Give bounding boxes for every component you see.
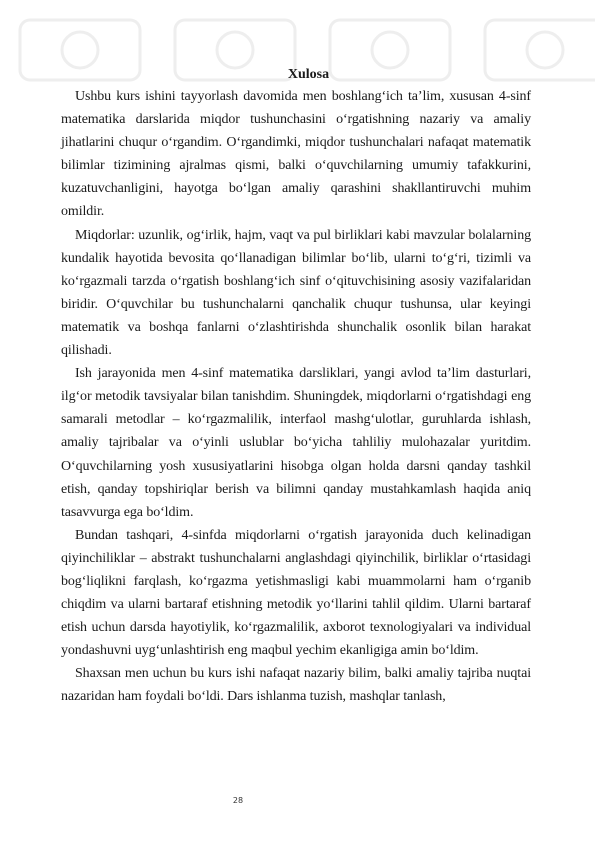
document-title: Xulosa	[287, 67, 330, 82]
paragraph-5: Shaxsan men uchun bu kurs ishi nafaqat nazariy bilim, balki amaliy tajriba nuqtai nazaridan ham foydali bo‘ldi. Dars ishlanma tuzish, mashqlar tanlash,	[61, 666, 531, 705]
document-page	[61, 64, 531, 709]
paragraph-1: Ushbu kurs ishini tayyorlash davomida men boshlang‘ich ta’lim, xususan 4-sinf matematika darslarida miqdor tushunchasini o‘rgatishning nazariy va amaliy jihatlarini chuqur o‘rgandim. O‘rgandimki, miqdor tushunchalari nafaqat matematik bilimlar tizimining ajralmas qismi, balki o‘quvchilarning umumiy tafakkurini, kuzatuvchanligini, hayotga bo‘lgan amaliy qarashini shakllantiruvchi muhim omildir.	[61, 89, 531, 220]
paragraph-2: Miqdorlar: uzunlik, og‘irlik, hajm, vaqt va pul birliklari kabi mavzular bolalarning kundalik hayotida bevosita qo‘llanadigan bilimlar bo‘lib, ularni to‘g‘ri, tizimli va ko‘rgazmali tarzda o‘rgatish boshlang‘ich sinf o‘qituvchisining asosiy vazifalaridan biridir. O‘quvchilar bu tushunchalarni qanchalik chuqur tushunsa, ular keyingi matematik va boshqa fanlarni o‘zlashtirishda shunchalik osonlik bilan harakat qilishadi.	[61, 227, 531, 359]
page-number: 28	[232, 796, 244, 805]
paragraph-4: Bundan tashqari, 4-sinfda miqdorlarni o‘rgatish jarayonida duch kelinadigan qiyinchiliklar – abstrakt tushunchalarni anglashdagi qiyinchilik, birliklar o‘rtasidagi bog‘liqlikni farqlash, ko‘rgazma yetishmasligi kabi muammolarni ham o‘rganib chiqdim va ularni bartaraf etishning metodik yo‘llarini tahlil qildim. Ularni bartaraf etish uchun darsda hayotiylik, ko‘rgazmalilik, axborot texnologiyalari va individual yondashuvni uyg‘unlashtirish eng maqbul yechim ekanligiga amin bo‘ldim.	[61, 527, 531, 659]
paragraph-3: Ish jarayonida men 4-sinf matematika darsliklari, yangi avlod ta’lim dasturlari, ilg‘or metodik tavsiyalar bilan tanishdim. Shuningdek, miqdorlarni o‘rgatishdagi eng samarali metodlar – ko‘rgazmalilik, interfaol mashg‘ulotlar, guruhlarda ishlash, amaliy tajribalar va o‘yinli uslublar bo‘yicha tahliliy mulohazalar yuritdim. O‘quvchilarning yosh xususiyatlarini hisobga olgan holda darsni qanday tashkil etish, qanday topshiriqlar berish va bilimni qanday mustahkamlash haqida aniq tasavvurga ega bo‘ldim.	[61, 366, 531, 520]
